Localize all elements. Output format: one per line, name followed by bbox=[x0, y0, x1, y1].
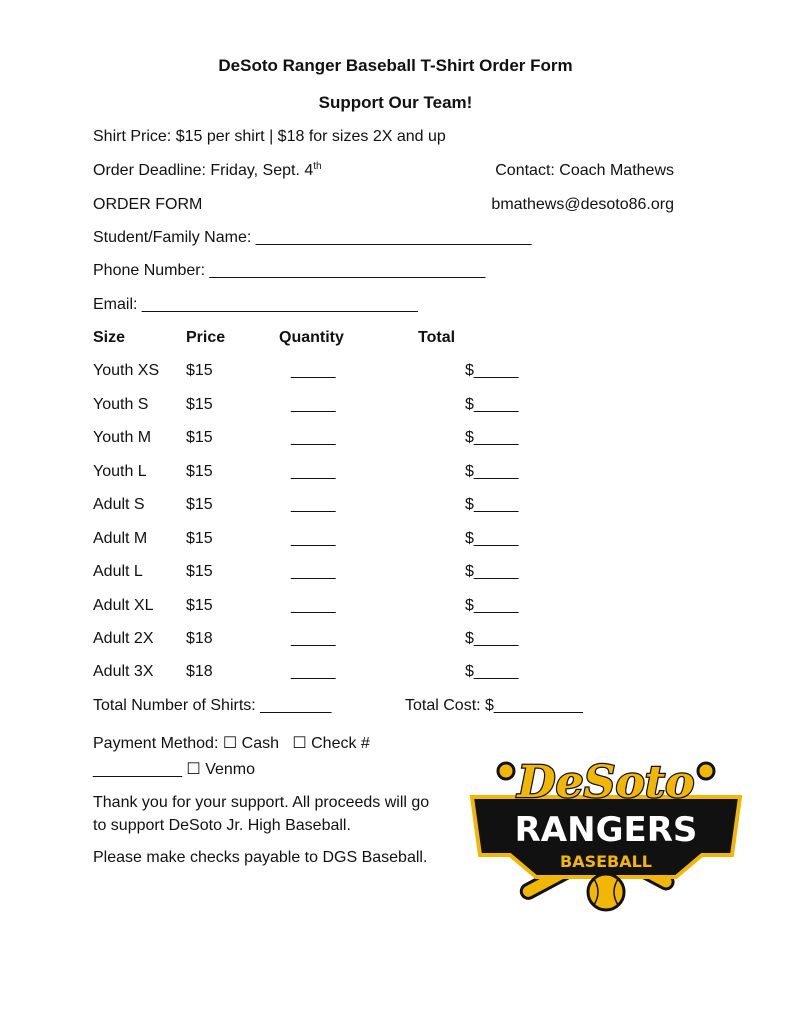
total-cost-field[interactable]: Total Cost: $__________ bbox=[405, 697, 583, 714]
row-total[interactable]: $_____ bbox=[465, 496, 519, 513]
baseball-icon bbox=[588, 874, 624, 910]
logo-sub-text: BASEBALL bbox=[560, 852, 652, 871]
row-size: Adult M bbox=[93, 530, 148, 547]
row-quantity[interactable]: _____ bbox=[291, 663, 336, 680]
row-total[interactable]: $_____ bbox=[465, 429, 519, 446]
row-quantity[interactable]: _____ bbox=[291, 396, 336, 413]
row-size: Adult 2X bbox=[93, 630, 154, 647]
deadline-text bbox=[93, 162, 322, 180]
row-total[interactable]: $_____ bbox=[465, 597, 519, 614]
contact-text: Contact: Coach Mathews bbox=[495, 162, 674, 179]
col-header-size: Size bbox=[93, 329, 126, 346]
deadline-label: Order Deadline: Friday, Sept. 4 bbox=[93, 162, 314, 179]
row-size: Adult S bbox=[93, 496, 145, 513]
form-subtitle: Support Our Team! bbox=[318, 93, 473, 112]
row-size: Youth XS bbox=[93, 362, 160, 379]
shirt-price-text: Shirt Price: $15 per shirt | $18 for sizes 2X and up bbox=[93, 128, 446, 145]
row-quantity[interactable]: _____ bbox=[291, 463, 336, 480]
row-total[interactable]: $_____ bbox=[465, 530, 519, 547]
row-price: $15 bbox=[186, 362, 213, 379]
thank-you-text: Thank you for your support. All proceeds will go to support DeSoto Jr. High Baseball. bbox=[93, 794, 430, 834]
contact-email: bmathews@desoto86.org bbox=[491, 196, 674, 213]
row-price: $15 bbox=[186, 530, 213, 547]
row-price: $15 bbox=[186, 429, 213, 446]
row-quantity[interactable]: _____ bbox=[291, 530, 336, 547]
row-total[interactable]: $_____ bbox=[465, 630, 519, 647]
logo-main-text: RANGERS bbox=[514, 810, 698, 850]
row-size: Youth L bbox=[93, 463, 147, 480]
row-size: Adult XL bbox=[93, 597, 154, 614]
deadline-suffix: th bbox=[313, 161, 322, 172]
row-total[interactable]: $_____ bbox=[465, 663, 519, 680]
row-quantity[interactable]: _____ bbox=[291, 563, 336, 580]
row-total[interactable]: $_____ bbox=[465, 396, 519, 413]
form-title: DeSoto Ranger Baseball T-Shirt Order Form bbox=[218, 56, 573, 75]
row-price: $18 bbox=[186, 663, 213, 680]
logo-script-text: DeSoto bbox=[517, 757, 695, 808]
row-quantity[interactable]: _____ bbox=[291, 496, 336, 513]
row-size: Adult 3X bbox=[93, 663, 154, 680]
row-price: $15 bbox=[186, 496, 213, 513]
payment-method-line1[interactable]: Payment Method: ☐ Cash ☐ Check # bbox=[93, 735, 370, 752]
col-header-price: Price bbox=[186, 329, 226, 346]
row-price: $15 bbox=[186, 597, 213, 614]
row-price: $18 bbox=[186, 630, 213, 647]
row-price: $15 bbox=[186, 463, 213, 480]
email-field[interactable]: Email: _______________________________ bbox=[93, 296, 418, 313]
name-field[interactable]: Student/Family Name: _______________________________ bbox=[93, 229, 532, 246]
row-quantity[interactable]: _____ bbox=[291, 597, 336, 614]
order-form-label: ORDER FORM bbox=[93, 196, 203, 213]
row-quantity[interactable]: _____ bbox=[291, 429, 336, 446]
row-price: $15 bbox=[186, 563, 213, 580]
col-header-total: Total bbox=[418, 329, 456, 346]
total-shirts-field[interactable]: Total Number of Shirts: ________ bbox=[93, 697, 332, 714]
col-header-quantity: Quantity bbox=[279, 329, 344, 346]
row-size: Youth S bbox=[93, 396, 149, 413]
row-size: Youth M bbox=[93, 429, 152, 446]
row-quantity[interactable]: _____ bbox=[291, 362, 336, 379]
row-total[interactable]: $_____ bbox=[465, 563, 519, 580]
row-quantity[interactable]: _____ bbox=[291, 630, 336, 647]
phone-field[interactable]: Phone Number: _______________________________ bbox=[93, 262, 486, 279]
row-total[interactable]: $_____ bbox=[465, 362, 519, 379]
row-price: $15 bbox=[186, 396, 213, 413]
checks-payable-text: Please make checks payable to DGS Baseball. bbox=[93, 849, 428, 866]
row-size: Adult L bbox=[93, 563, 143, 580]
desoto-rangers-logo bbox=[466, 755, 746, 920]
payment-method-line2[interactable]: __________ ☐ Venmo bbox=[93, 761, 256, 778]
row-total[interactable]: $_____ bbox=[465, 463, 519, 480]
